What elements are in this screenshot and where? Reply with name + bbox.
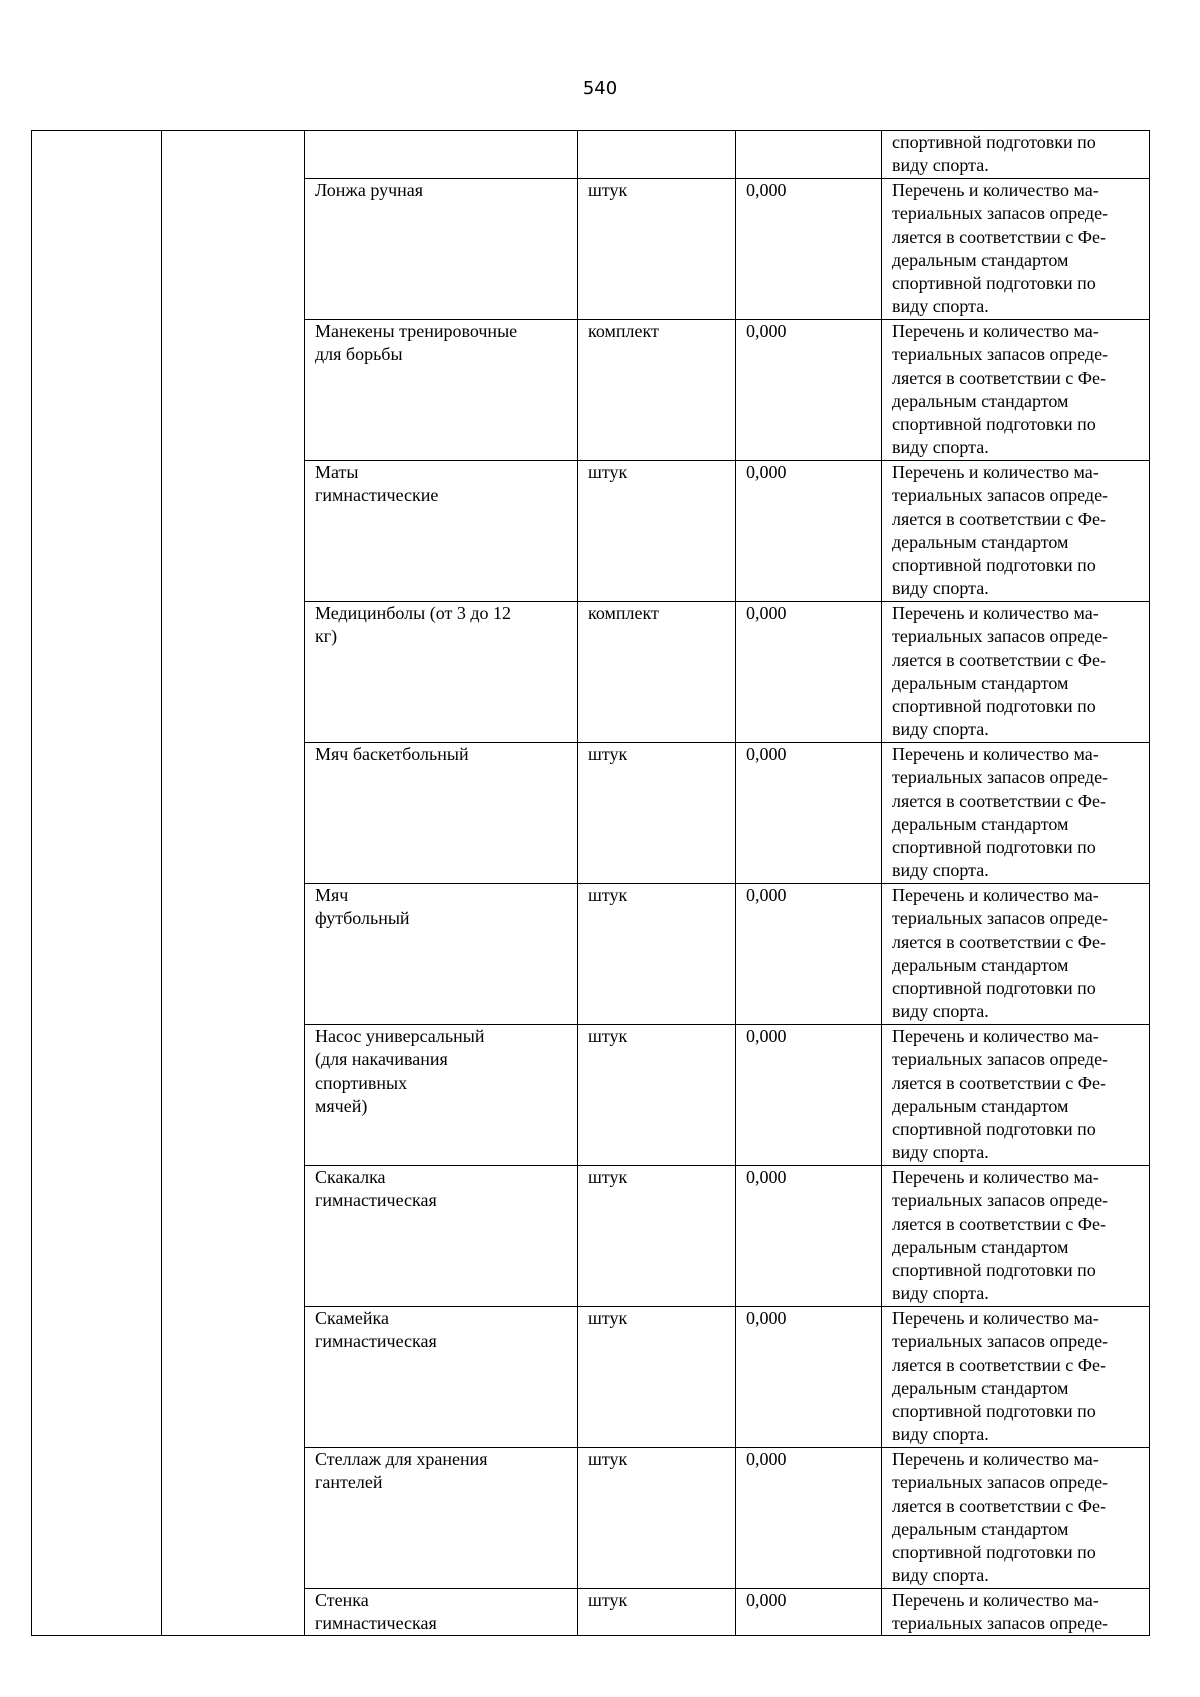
note-cell-text: Перечень и количество ма- териальных запасов опреде- xyxy=(892,1590,1109,1634)
unit-cell xyxy=(578,743,736,884)
name-cell-text: Стеллаж для хранения гантелей xyxy=(315,1449,488,1493)
unit-cell xyxy=(578,884,736,1025)
quantity-cell-text: 0,000 xyxy=(746,1590,787,1610)
name-cell-text: Скамейка гимнастическая xyxy=(315,1308,437,1352)
unit-cell-text: штук xyxy=(588,885,628,905)
quantity-cell-text: 0,000 xyxy=(746,1449,787,1469)
name-cell-text: Скакалка гимнастическая xyxy=(315,1167,437,1211)
name-cell-text: Маты гимнастические xyxy=(315,462,439,506)
quantity-cell xyxy=(736,1589,882,1636)
note-cell xyxy=(882,461,1150,602)
quantity-cell xyxy=(736,1307,882,1448)
quantity-cell xyxy=(736,320,882,461)
name-cell xyxy=(305,884,578,1025)
note-cell-text: Перечень и количество ма- териальных запасов опреде- ляется в соответствии с Фе- деральным стандартом спортивной подготовки по виду спорта. xyxy=(892,885,1109,1022)
unit-cell-text: штук xyxy=(588,1590,628,1610)
unit-cell xyxy=(578,1448,736,1589)
quantity-cell xyxy=(736,1448,882,1589)
note-cell xyxy=(882,884,1150,1025)
name-cell xyxy=(305,179,578,320)
note-cell xyxy=(882,1589,1150,1636)
name-cell-text: Насос универсальный (для накачивания спортивных мячей) xyxy=(315,1026,485,1116)
unit-cell xyxy=(578,320,736,461)
note-cell-text: Перечень и количество ма- териальных запасов опреде- ляется в соответствии с Фе- деральным стандартом спортивной подготовки по виду спорта. xyxy=(892,744,1109,881)
name-cell-text: Медицинболы (от 3 до 12 кг) xyxy=(315,603,511,647)
note-cell-text: Перечень и количество ма- териальных запасов опреде- ляется в соответствии с Фе- деральным стандартом спортивной подготовки по виду спорта. xyxy=(892,321,1109,458)
unit-cell-text: штук xyxy=(588,1167,628,1187)
name-cell-text: Стенка гимнастическая xyxy=(315,1590,437,1634)
unit-cell-text: штук xyxy=(588,1026,628,1046)
quantity-cell-text: 0,000 xyxy=(746,603,787,623)
unit-cell xyxy=(578,1025,736,1166)
name-cell xyxy=(305,320,578,461)
note-cell xyxy=(882,1448,1150,1589)
quantity-cell-text: 0,000 xyxy=(746,462,787,482)
note-cell-text: Перечень и количество ма- териальных запасов опреде- ляется в соответствии с Фе- деральным стандартом спортивной подготовки по виду спорта. xyxy=(892,1449,1109,1586)
note-cell xyxy=(882,1166,1150,1307)
quantity-cell-text: 0,000 xyxy=(746,1308,787,1328)
quantity-cell xyxy=(736,131,882,179)
quantity-cell xyxy=(736,743,882,884)
name-cell xyxy=(305,1025,578,1166)
quantity-cell-text: 0,000 xyxy=(746,1026,787,1046)
note-cell xyxy=(882,1025,1150,1166)
note-cell xyxy=(882,1307,1150,1448)
quantity-cell xyxy=(736,461,882,602)
note-cell-text: Перечень и количество ма- териальных запасов опреде- ляется в соответствии с Фе- деральным стандартом спортивной подготовки по виду спорта. xyxy=(892,603,1109,740)
quantity-cell-text: 0,000 xyxy=(746,744,787,764)
name-cell xyxy=(305,1166,578,1307)
name-cell xyxy=(305,743,578,884)
name-cell-text: Мяч баскетбольный xyxy=(315,744,469,764)
unit-cell-text: штук xyxy=(588,462,628,482)
page-number: 540 xyxy=(582,78,618,99)
unit-cell-text: штук xyxy=(588,180,628,200)
note-cell xyxy=(882,602,1150,743)
name-cell-text: Манекены тренировочные для борьбы xyxy=(315,321,518,365)
note-cell: спортивной подготовки по виду спорта. xyxy=(882,131,1150,179)
unit-cell-text: комплект xyxy=(588,321,659,341)
unit-cell xyxy=(578,1307,736,1448)
quantity-cell xyxy=(736,1166,882,1307)
quantity-cell-text: 0,000 xyxy=(746,180,787,200)
quantity-cell xyxy=(736,602,882,743)
name-cell xyxy=(305,461,578,602)
unit-cell xyxy=(578,461,736,602)
note-cell-text: Перечень и количество ма- териальных запасов опреде- ляется в соответствии с Фе- деральным стандартом спортивной подготовки по виду спорта. xyxy=(892,180,1109,317)
note-cell-text: Перечень и количество ма- териальных запасов опреде- ляется в соответствии с Фе- деральным стандартом спортивной подготовки по виду спорта. xyxy=(892,1167,1109,1304)
quantity-cell xyxy=(736,1025,882,1166)
name-cell-text: Мяч футбольный xyxy=(315,885,410,929)
table-row xyxy=(32,131,1150,179)
note-cell-text: Перечень и количество ма- териальных запасов опреде- ляется в соответствии с Фе- деральным стандартом спортивной подготовки по виду спорта. xyxy=(892,1308,1109,1445)
note-cell xyxy=(882,179,1150,320)
quantity-cell-text: 0,000 xyxy=(746,321,787,341)
unit-cell xyxy=(578,1589,736,1636)
unit-cell-text: штук xyxy=(588,1449,628,1469)
quantity-cell xyxy=(736,884,882,1025)
note-cell xyxy=(882,320,1150,461)
empty-cell-a xyxy=(32,131,162,1636)
unit-cell xyxy=(578,1166,736,1307)
quantity-cell-text: 0,000 xyxy=(746,1167,787,1187)
name-cell xyxy=(305,1448,578,1589)
name-cell xyxy=(305,131,578,179)
note-cell-text: Перечень и количество ма- териальных запасов опреде- ляется в соответствии с Фе- деральным стандартом спортивной подготовки по виду спорта. xyxy=(892,1026,1109,1163)
quantity-cell-text: 0,000 xyxy=(746,885,787,905)
unit-cell-text: штук xyxy=(588,1308,628,1328)
name-cell xyxy=(305,1589,578,1636)
name-cell-text: Лонжа ручная xyxy=(315,180,424,200)
name-cell xyxy=(305,1307,578,1448)
unit-cell-text: штук xyxy=(588,744,628,764)
note-cell xyxy=(882,743,1150,884)
unit-cell xyxy=(578,131,736,179)
unit-cell xyxy=(578,179,736,320)
note-cell-text: Перечень и количество ма- териальных запасов опреде- ляется в соответствии с Фе- деральным стандартом спортивной подготовки по виду спорта. xyxy=(892,462,1109,599)
equipment-table xyxy=(31,130,1150,1636)
empty-cell-b xyxy=(162,131,305,1636)
quantity-cell xyxy=(736,179,882,320)
unit-cell xyxy=(578,602,736,743)
unit-cell-text: комплект xyxy=(588,603,659,623)
name-cell xyxy=(305,602,578,743)
